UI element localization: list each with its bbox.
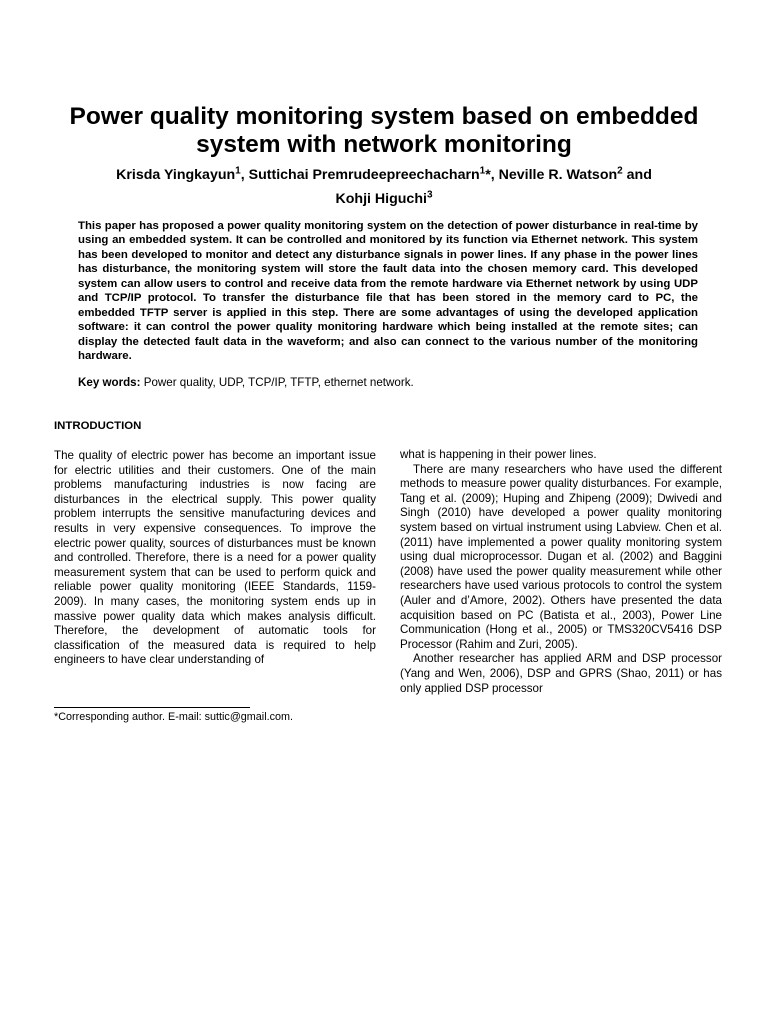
keywords <box>78 375 698 390</box>
right-column <box>400 448 722 696</box>
author-name: Krisda Yingkayun <box>116 167 236 183</box>
affiliation-mark: 3 <box>426 189 433 201</box>
author-conjunction: and <box>622 167 652 183</box>
keywords-label: Key words: <box>78 376 141 389</box>
author-name: , Suttichai Premrudeepreechacharn <box>240 167 480 183</box>
abstract: This paper has proposed a power quality monitoring system on the detection of power disturbance in real-time by using an embedded system. It can be controlled and monitored by its function via Ethernet network. This system has been developed to monitor and detect any disturbance signals in power lines. If any phase in the power lines has disturbance, the monitoring system will store the fault data into the chosen memory card. This developed system can allow users to control and receive data from the remote hardware via Ethernet network by using UDP and TCP/IP protocol. To transfer the disturbance file that has been stored in the memory card to PC, the embedded TFTP server is applied in this step. There are some advantages of using the developed application software: it can control the power quality monitoring hardware which being installed at the remote sites; can display the detected fault data in the waveform; and also can connect to the various number of the monitoring hardware. <box>78 220 698 363</box>
affiliation-mark: 2 <box>617 165 623 177</box>
footnote-rule <box>54 707 250 708</box>
author-name: Kohji Higuchi <box>335 191 427 207</box>
author-list <box>60 163 708 211</box>
body-paragraph: The quality of electric power has become an important issue for electric utilities and their customers. One of the main problems manufacturing industries is now facing are disturbances in the electrical supply. This power quality problem interrupts the sensitive manufacturing devices and results in very expensive consequences. To improve the electric power quality, sources of disturbances must be known and controlled. Therefore, there is a need for a power quality measurement system that can be used to perform quick and reliable power quality monitoring (IEEE Standards, 1159-2009). In many cases, the monitoring system ends up in massive power quality data which makes analysis difficult. Therefore, the development of automatic tools for classification of the measured data is required to help engineers to have clear understanding of <box>54 449 376 667</box>
body-paragraph: There are many researchers who have used the different methods to measure power quality disturbances. For example, Tang et al. (2009); Huping and Zhipeng (2009); Dwivedi and Singh (2010) have developed a power quality monitoring system based on virtual instrument using Labview. Chen et al. (2011) have implemented a power quality monitoring system using dual microprocessor. Dugan et al. (2002) and Baggini (2008) have used the power quality measurement while other researchers have used various protocols to control the system (Auler and d’Amore, 2002). Others have presented the data acquisition based on PC (Batista et al., 2003), Power Line Communication (Hong et al., 2005) or TMS320CV5416 DSP Processor (Rahim and Zuri, 2005). <box>400 462 722 651</box>
author-name: , Neville R. Watson <box>490 167 618 183</box>
corresponding-mark: * <box>485 167 491 183</box>
paper-title: Power quality monitoring system based on embedded system with network monitoring <box>69 103 699 158</box>
keywords-text: Power quality, UDP, TCP/IP, TFTP, ethernet network. <box>140 376 414 389</box>
footnote: *Corresponding author. E-mail: suttic@gmail.com. <box>54 711 293 723</box>
section-heading: INTRODUCTION <box>54 420 142 432</box>
left-column <box>54 449 376 668</box>
body-paragraph: Another researcher has applied ARM and DSP processor (Yang and Wen, 2006), DSP and GPRS (Shao, 2011) or has only applied DSP processor <box>400 652 722 695</box>
body-paragraph: what is happening in their power lines. <box>400 448 597 461</box>
affiliation-mark: 1 <box>479 165 486 177</box>
affiliation-mark: 1 <box>235 165 241 177</box>
